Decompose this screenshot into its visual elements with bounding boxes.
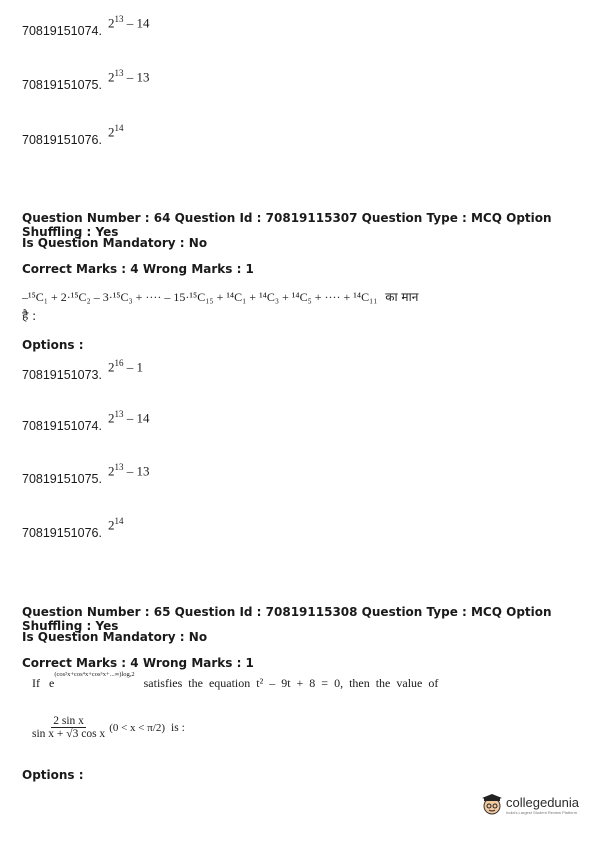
option-id: 70819151075. — [22, 472, 102, 487]
option-row — [22, 68, 150, 93]
question-text — [22, 288, 418, 305]
option-value: $2^{13} - 14$ — [107, 14, 150, 31]
question-fraction-line — [32, 715, 185, 740]
option-value: $2^{13} - 14$ — [107, 409, 150, 426]
options-label: Options : — [22, 338, 84, 352]
question-hindi-line: है : — [22, 309, 37, 323]
option-id: 70819151075. — [22, 78, 102, 93]
option-row[interactable] — [22, 409, 150, 434]
mascot-icon — [481, 794, 503, 816]
question-mid-text: satisfies the equation t² – 9t + 8 = 0, then the value of — [143, 676, 439, 690]
options-label: Options : — [22, 768, 84, 782]
question-expression: –¹⁵C₁ + 2·¹⁵C₂ – 3·¹⁵C₃ + ···· – 15·¹⁵C₁₅ + ¹⁴C₁ + ¹⁴C₃ + ¹⁴C₅ + ···· + ¹⁴C₁₁ — [22, 290, 378, 304]
option-id: 70819151074. — [22, 24, 102, 39]
question-header: Question Number : 65 Question Id : 70819115308 Question Type : MCQ Option Shuffling : Yes — [22, 605, 552, 633]
option-id: 70819151076. — [22, 526, 102, 541]
question-mandatory: Is Question Mandatory : No — [22, 236, 208, 250]
option-value: $2^{13} - 13$ — [107, 68, 150, 85]
logo-brand: collegedunia — [506, 795, 580, 810]
option-value: $2^{13} - 13$ — [107, 462, 150, 479]
option-id: 70819151076. — [22, 133, 102, 148]
question-if: If — [32, 676, 40, 690]
question-exponent: (cos²x+cos⁴x+cos⁶x+...∞)logₑ2 — [54, 671, 135, 678]
fraction-numerator: 2 sin x — [53, 715, 84, 727]
option-value: $2^{14}$ — [107, 123, 124, 140]
option-id: 70819151074. — [22, 419, 102, 434]
option-row[interactable] — [22, 358, 143, 383]
question-header: Question Number : 64 Question Id : 70819115307 Question Type : MCQ Option Shuffling : Yes — [22, 211, 552, 239]
question-fraction — [32, 715, 105, 740]
option-row[interactable] — [22, 516, 124, 541]
question-hindi-text: का मान — [385, 290, 419, 304]
question-condition: (0 < x < π/2) — [109, 721, 166, 734]
question-e: e — [49, 676, 55, 690]
option-value: $2^{16} - 1$ — [107, 358, 143, 375]
question-marks: Correct Marks : 4 Wrong Marks : 1 — [22, 656, 254, 670]
option-value: $2^{14}$ — [107, 516, 124, 533]
question-marks: Correct Marks : 4 Wrong Marks : 1 — [22, 262, 254, 276]
question-is: is : — [171, 721, 185, 734]
option-row[interactable] — [22, 462, 150, 487]
option-row — [22, 123, 124, 148]
question-mandatory: Is Question Mandatory : No — [22, 630, 208, 644]
logo-tagline: India's Largest Student Review Platform — [506, 810, 578, 815]
option-row — [22, 14, 150, 39]
fraction-denominator: sin x + √3 cos x — [32, 728, 106, 740]
option-id: 70819151073. — [22, 368, 102, 383]
collegedunia-logo — [481, 794, 579, 816]
